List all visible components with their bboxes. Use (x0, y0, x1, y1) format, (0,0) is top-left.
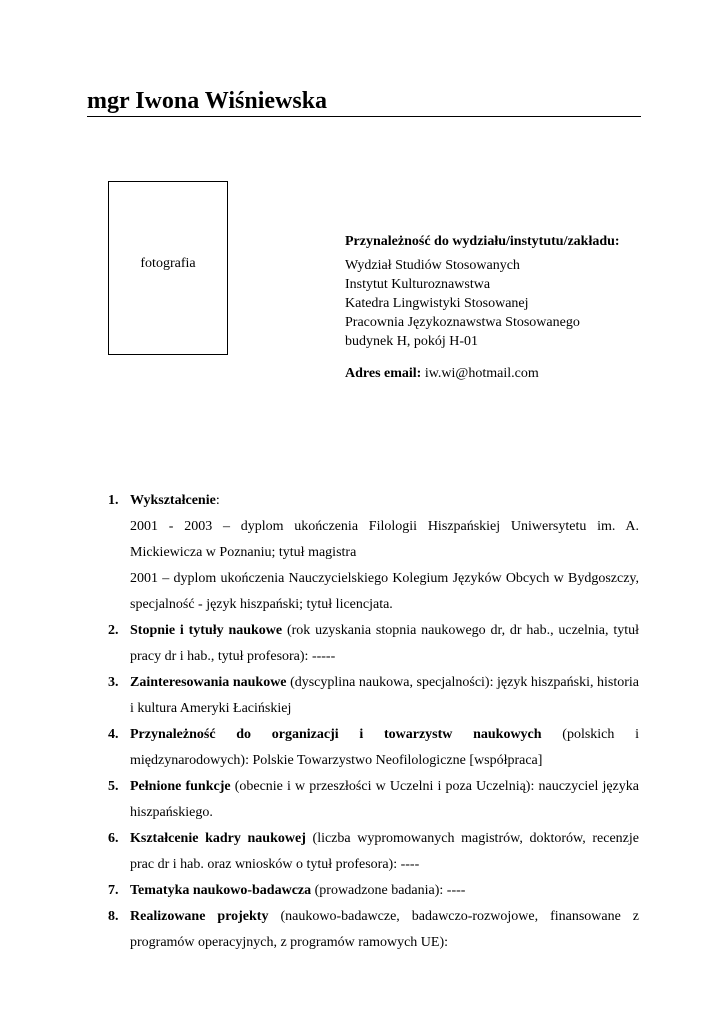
affiliation-line: budynek H, pokój H-01 (345, 334, 478, 349)
section-text: (rok uzyskania stopnia naukowego dr, dr hab., uczelnia, tytuł pracy dr i hab., tytuł profesora): ----- (130, 623, 639, 664)
section-number: 1. (108, 493, 119, 508)
affiliation-line: Pracownia Językoznawstwa Stosowanego (345, 315, 580, 330)
section-text: (naukowo-badawcze, badawczo-rozwojowe, finansowane z programów operacyjnych, z programów ramowych UE): (130, 909, 640, 950)
section-label: Tematyka naukowo-badawcza (130, 883, 312, 898)
email-link[interactable]: iw.wi@hotmail.com (424, 366, 539, 381)
section-number: 4. (108, 727, 119, 742)
section-label: Wykształcenie (130, 493, 216, 508)
section-number: 3. (108, 675, 119, 690)
section-label: Kształcenie kadry naukowej (130, 831, 306, 846)
section-label: Zainteresowania naukowe (130, 675, 287, 690)
section-text: (dyscyplina naukowa, specjalności): język hiszpański, historia i kultura Ameryki Łacińskiej (130, 675, 640, 716)
section-text: : (215, 493, 220, 508)
affiliation-line: Wydział Studiów Stosowanych (345, 258, 520, 273)
section-item (108, 878, 639, 904)
section-item (108, 904, 639, 956)
section-number: 2. (108, 623, 119, 638)
section-subline: 2001 - 2003 – dyplom ukończenia Filologii Hiszpańskiej Uniwersytetu im. A. Mickiewicza w Poznaniu; tytuł magistra (130, 519, 639, 560)
section-label: Stopnie i tytuły naukowe (130, 623, 283, 638)
section-item (108, 826, 639, 878)
title-divider (87, 116, 641, 117)
section-item (108, 722, 639, 774)
section-label: Przynależność do organizacji i towarzystw naukowych (130, 727, 542, 742)
email-row (345, 364, 645, 383)
photo-label: fotografia (140, 256, 196, 271)
section-number: 6. (108, 831, 119, 846)
section-number: 5. (108, 779, 119, 794)
affiliation-heading: Przynależność do wydziału/instytutu/zakładu: (345, 234, 620, 249)
section-text: (obecnie i w przeszłości w Uczelni i poza Uczelnią): nauczyciel języka hiszpańskiego. (130, 779, 639, 820)
section-number: 7. (108, 883, 119, 898)
section-item (108, 488, 639, 618)
section-text: (liczba wypromowanych magistrów, doktorów, recenzje prac dr i hab. oraz wniosków o tytuł profesora): ---- (130, 831, 639, 872)
affiliation-line: Instytut Kulturoznawstwa (345, 277, 491, 292)
cv-sections (108, 488, 639, 956)
section-label: Realizowane projekty (130, 909, 269, 924)
affiliation-block (345, 232, 645, 383)
affiliation-line: Katedra Lingwistyki Stosowanej (345, 296, 529, 311)
section-text: (polskich i międzynarodowych): Polskie Towarzystwo Neofilologiczne [współpraca] (130, 727, 639, 768)
section-number: 8. (108, 909, 119, 924)
section-item (108, 774, 639, 826)
section-item (108, 670, 639, 722)
email-label: Adres email: (345, 366, 422, 381)
section-label: Pełnione funkcje (130, 779, 231, 794)
photo-placeholder (108, 181, 228, 355)
section-item (108, 618, 639, 670)
section-subline: 2001 – dyplom ukończenia Nauczycielskiego Kolegium Języków Obcych w Bydgoszczy, specjalność - język hiszpański; tytuł licencjata. (130, 571, 639, 612)
section-text: (prowadzone badania): ---- (311, 883, 466, 898)
page-title: mgr Iwona Wiśniewska (87, 88, 328, 114)
